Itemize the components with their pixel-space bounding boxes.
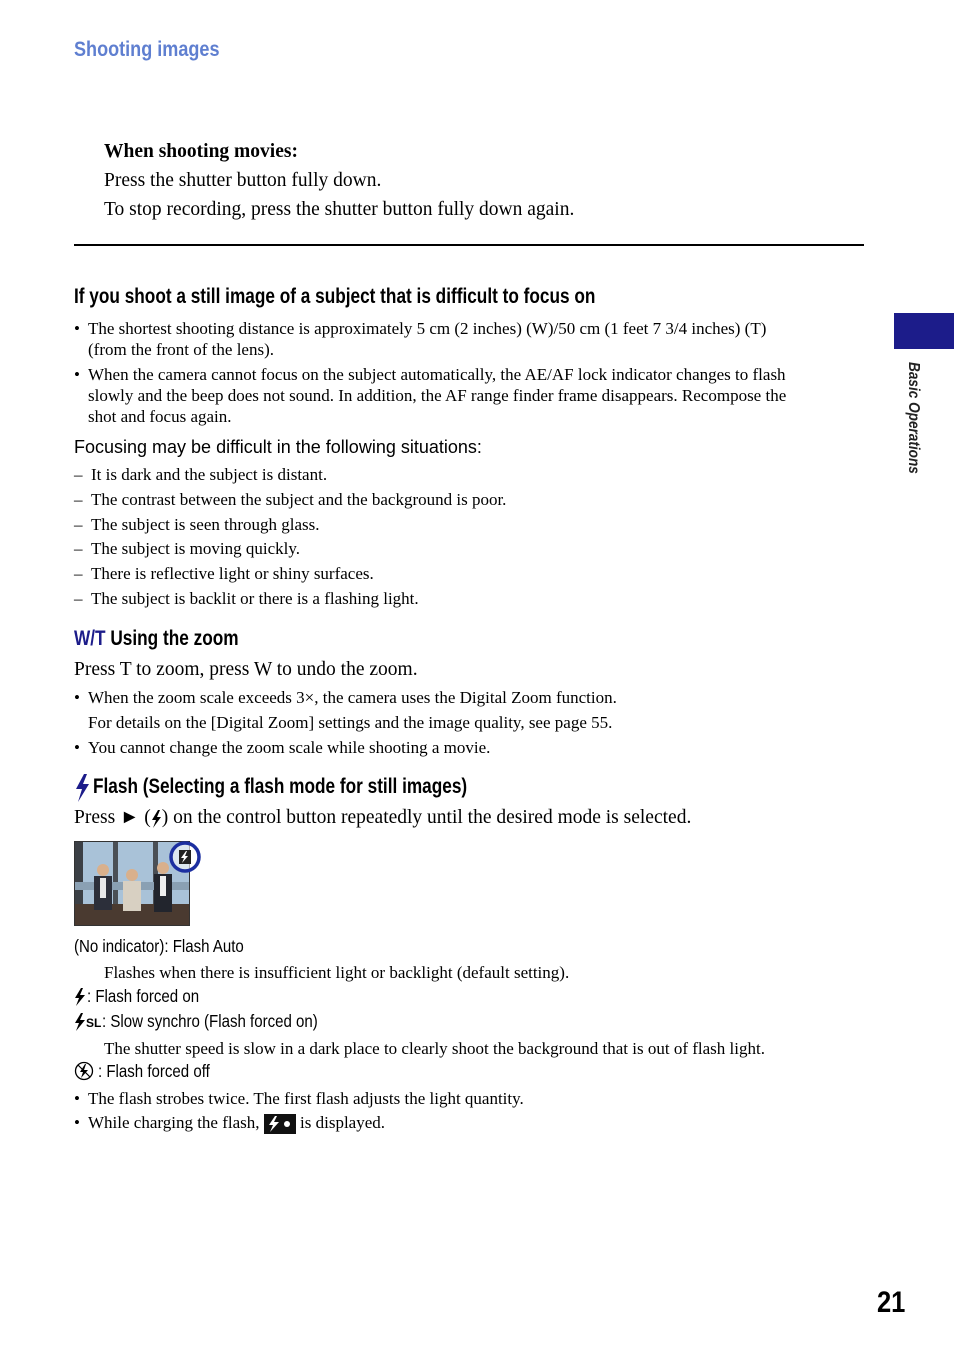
zoom-bullet-1-line1: When the zoom scale exceeds 3×, the camera uses the Digital Zoom function. [88,688,617,707]
focus-bullet-2-line1: When the camera cannot focus on the subject automatically, the AE/AF lock indicator changes to flash [88,365,786,384]
situation-item: – The subject is seen through glass. [74,515,320,534]
mode-flash-auto-label: (No indicator): Flash Auto [74,936,244,956]
mode-slow-synchro-desc: The shutter speed is slow in a dark place to clearly shoot the background that is out of flash light. [104,1039,765,1058]
slow-synchro-icon-text: SL [86,1016,102,1030]
situations-heading: Focusing may be difficult in the following situations: [74,437,482,457]
focus-section-title: If you shoot a still image of a subject that is difficult to focus on [74,285,596,308]
zoom-section-title: W/T Using the zoom [74,627,239,650]
side-tab-marker [894,313,954,349]
situation-item: – The subject is backlit or there is a flashing light. [74,589,419,608]
wt-label: W/T [74,627,106,650]
flash-charging-icon [264,1114,296,1134]
mode-forced-on-label: : Flash forced on [87,986,200,1006]
situation-item: – It is dark and the subject is distant. [74,465,328,484]
mode-flash-auto-desc: Flashes when there is insufficient light or backlight (default setting). [104,963,570,982]
movies-line-2: To stop recording, press the shutter button fully down again. [104,199,575,220]
zoom-bullet-1-line2: For details on the [Digital Zoom] settings and the image quality, see page 55. [88,713,613,732]
section-header: Shooting images [74,38,220,61]
flash-forced-on-icon [74,988,86,1006]
movies-heading: When shooting movies: [104,141,298,162]
divider-rule [74,244,864,246]
flash-section-title: Flash (Selecting a flash mode for still images) [93,775,468,798]
mode-slow-synchro-label: : Slow synchro (Flash forced on) [102,1011,318,1031]
situation-item: – The subject is moving quickly. [74,539,301,558]
focus-bullet-1-line2: (from the front of the lens). [88,340,274,359]
flash-bolt-icon [151,810,162,828]
situation-item: – The contrast between the subject and the background is poor. [74,490,507,509]
page-number: 21 [877,1286,906,1319]
flash-bolt-icon [74,774,91,802]
zoom-intro: Press T to zoom, press W to undo the zoom. [74,659,418,680]
side-tab-label: Basic Operations [905,362,922,474]
flash-press-line: Press ► ( ) on the control button repeatedly until the desired mode is selected. [74,807,692,828]
focus-bullet-1-line1: The shortest shooting distance is approximately 5 cm (2 inches) (W)/50 cm (1 feet 7 3/4 inches) (T) [88,319,767,338]
focus-bullet-2-line2: slowly and the beep does not sound. In addition, the AF range finder frame disappears. Recompose the [88,386,787,405]
focus-bullet-2-line3: shot and focus again. [88,407,232,426]
slow-synchro-icon [74,1013,86,1031]
flash-off-icon [74,1061,94,1081]
situation-item: – There is reflective light or shiny surfaces. [74,564,374,583]
movies-line-1: Press the shutter button fully down. [104,170,382,191]
flash-indicator-highlight-icon [168,840,202,874]
mode-forced-off-label: : Flash forced off [98,1061,210,1081]
